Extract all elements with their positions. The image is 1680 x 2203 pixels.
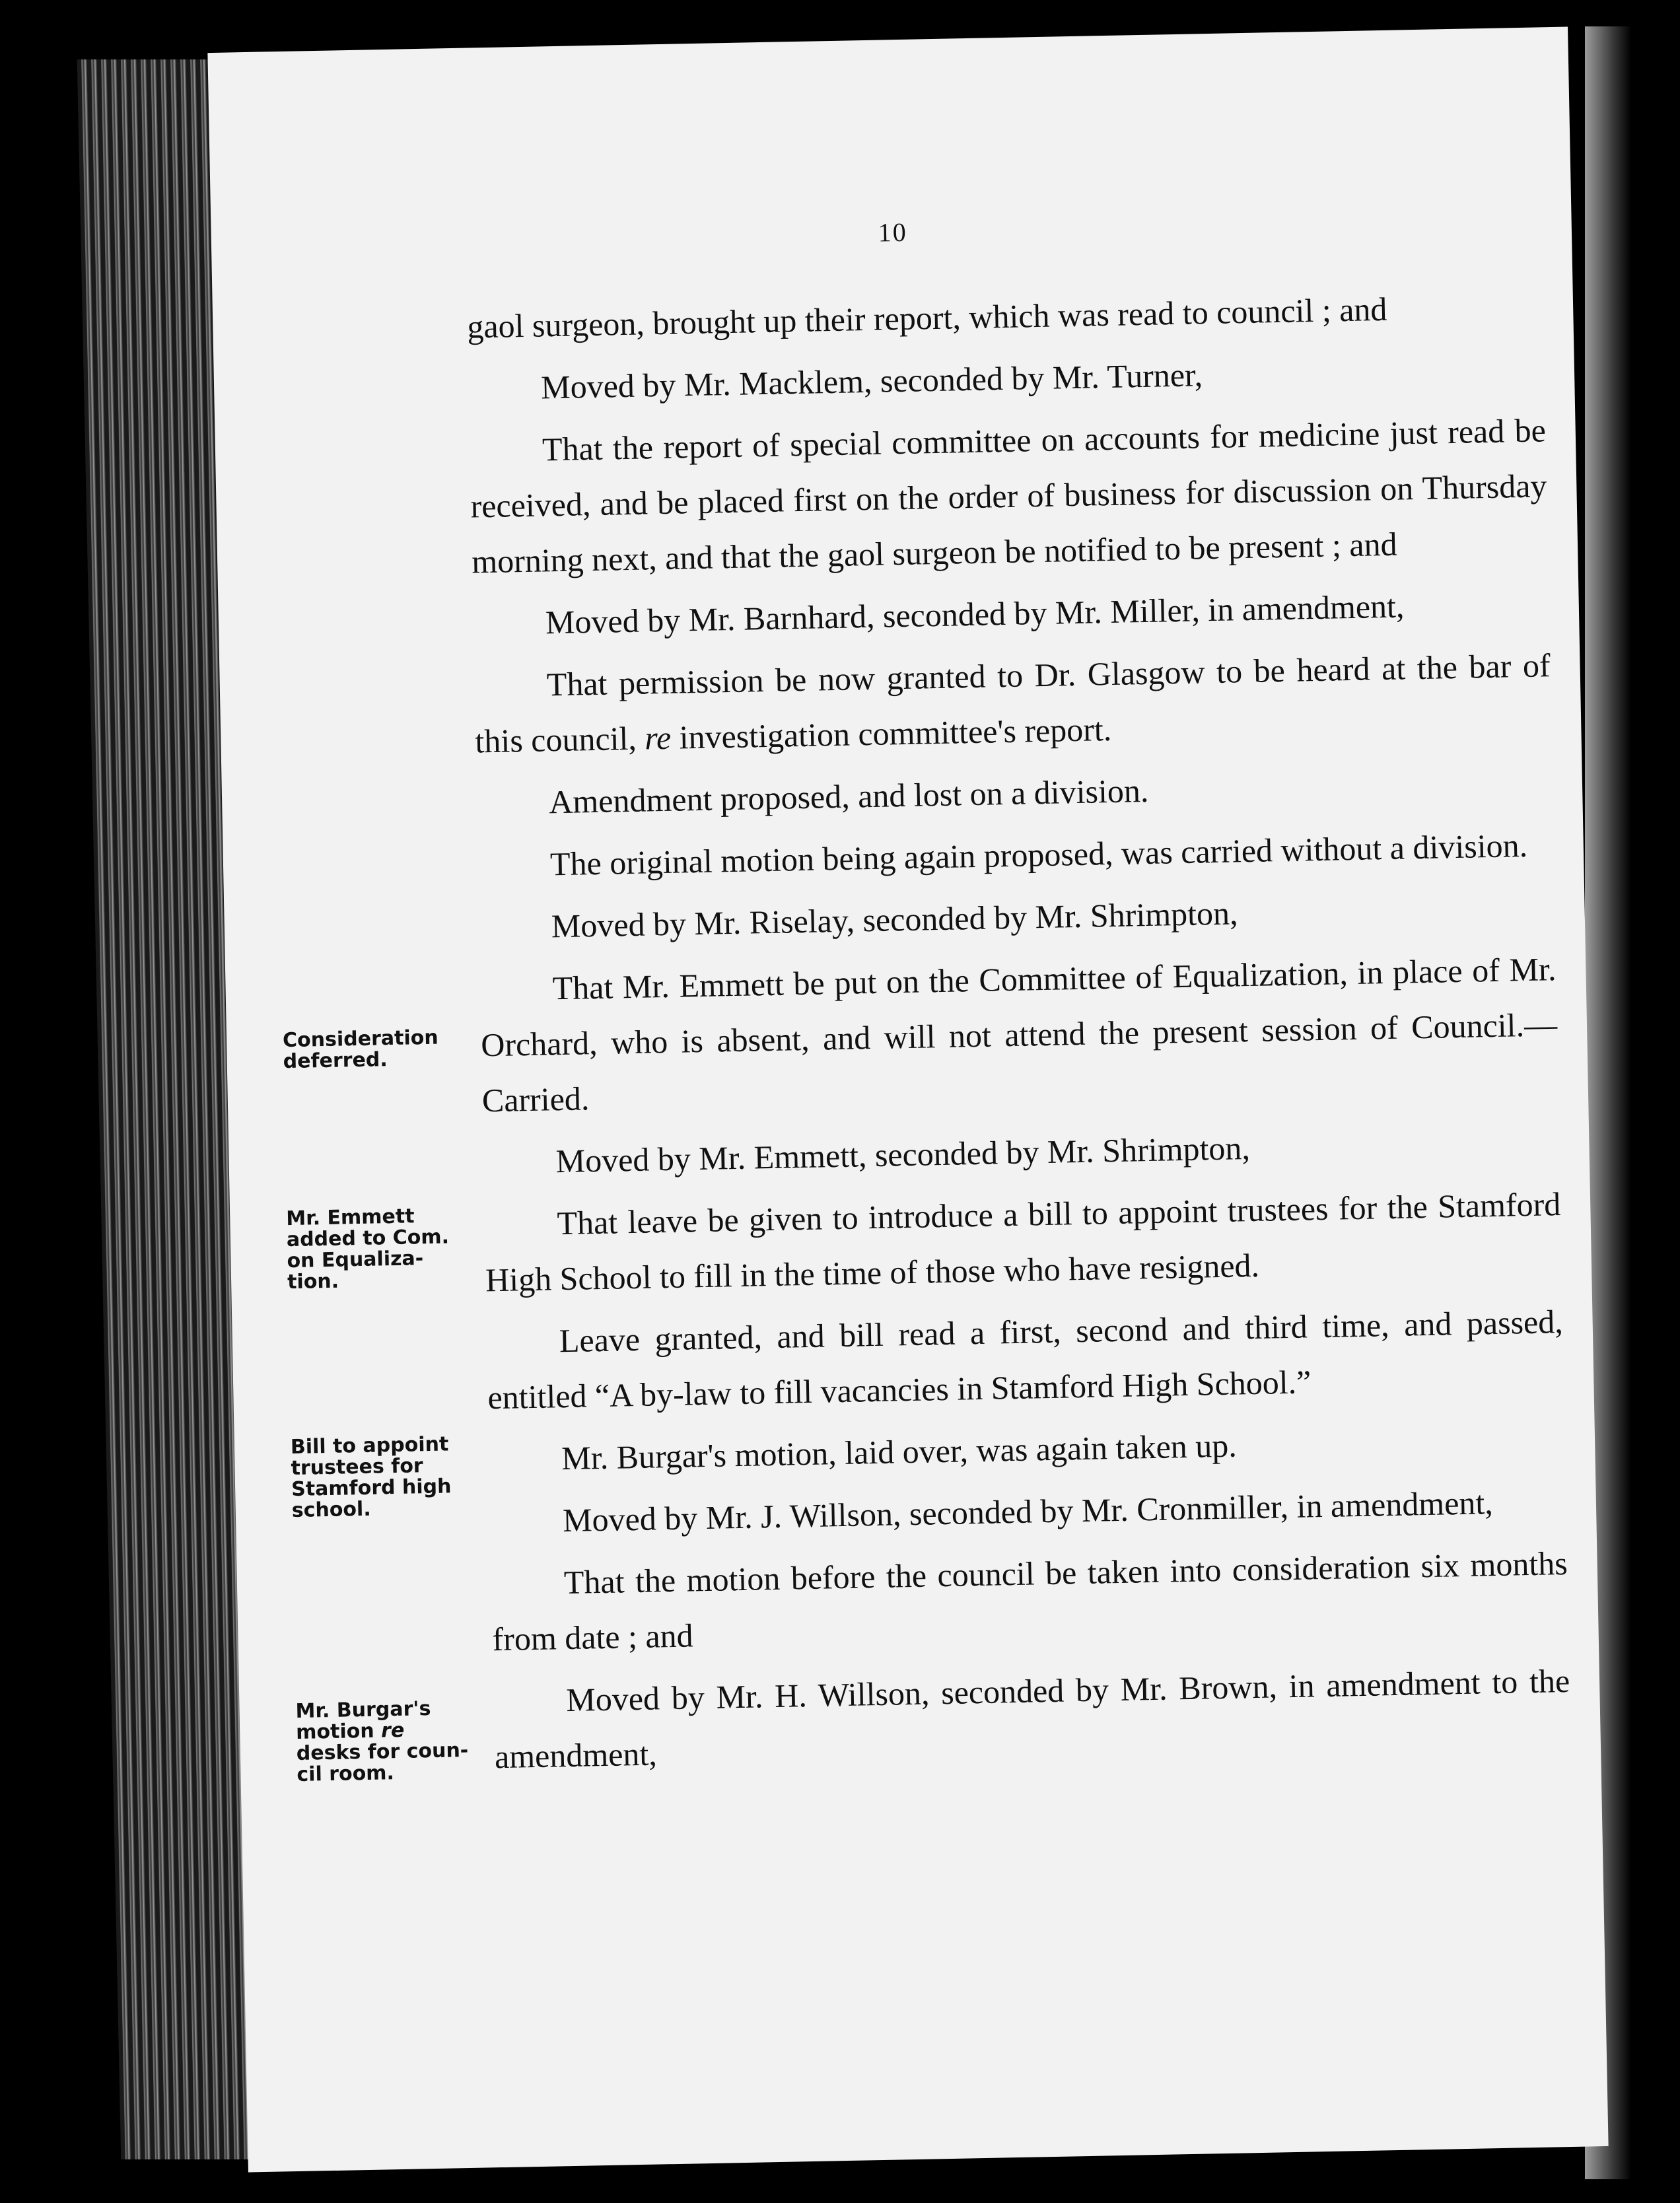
margin-note-line: Bill to appoint xyxy=(290,1432,449,1459)
margin-note-line: deferred. xyxy=(283,1048,388,1074)
paragraph-six-months: That the motion before the council be taken into consideration six months from date ; and xyxy=(492,1544,1568,1658)
paragraph-burgar-motion: Mr. Burgar's motion, laid over, was again taken up. xyxy=(561,1426,1238,1477)
margin-note-line: Stamford high xyxy=(291,1475,452,1502)
paragraph-leave-bill-trustees: That leave be given to introduce a bill to appoint trustees for the Stamford High School to fill in the time of those who have resigned. xyxy=(485,1185,1561,1299)
paragraph-gaol-surgeon: gaol surgeon, brought up their report, which was read to council ; and xyxy=(466,290,1387,345)
paragraph-amendment-lost: Amendment proposed, and lost on a division. xyxy=(548,771,1149,821)
margin-note-line: Mr. Emmett xyxy=(285,1205,415,1231)
glasgow-italic-re: re xyxy=(644,718,672,757)
margin-note-line: cil room. xyxy=(297,1761,395,1786)
margin-note-text: motion xyxy=(295,1719,382,1744)
paragraph-leave-granted-bylaw: Leave granted, and bill read a first, second and third time, and passed, entitled “A by-law to fill vacancies in Stamford High School.” xyxy=(487,1303,1564,1416)
margin-note-line: tion. xyxy=(287,1269,339,1294)
margin-note-italic-re: re xyxy=(380,1718,405,1743)
margin-note-emmett-added xyxy=(286,1205,479,1294)
page-number: 10 xyxy=(878,217,908,248)
margin-note-line: Consideration xyxy=(282,1026,438,1053)
paragraph-moved-emmett: Moved by Mr. Emmett, seconded by Mr. Shrimpton, xyxy=(555,1129,1251,1180)
margin-note-line: desks for coun- xyxy=(296,1738,469,1765)
paragraph-moved-riselay: Moved by Mr. Riselay, seconded by Mr. Shrimpton, xyxy=(551,894,1238,945)
glasgow-text-end: investigation committee's report. xyxy=(670,710,1112,756)
paragraph-moved-j-willson: Moved by Mr. J. Willson, seconded by Mr. Cronmiller, in amendment, xyxy=(562,1484,1494,1539)
book-page xyxy=(207,27,1608,2173)
paragraph-moved-macklem: Moved by Mr. Macklem, seconded by Mr. Turner, xyxy=(540,356,1203,406)
margin-note-consideration-deferred xyxy=(283,1027,475,1073)
paragraph-emmett-equalization: That Mr. Emmett be put on the Committee of Equalization, in place of Mr. Orchard, who is absent, and will not attend the present session of Council.—Carried. xyxy=(480,950,1558,1119)
margin-note-line: added to Com. xyxy=(286,1225,450,1252)
paragraph-report-special-committee: That the report of special committee on accounts for medicine just read be received, and be placed first on the order of business for discussion on Thursday morning next, and that the gaol surgeon be notified to be present ; and xyxy=(470,411,1547,580)
margin-note-line: trustees for xyxy=(291,1454,424,1481)
paragraph-permission-glasgow xyxy=(473,637,1552,769)
paragraph-moved-barnhard: Moved by Mr. Barnhard, seconded by Mr. Miller, in amendment, xyxy=(545,587,1405,641)
page-body xyxy=(467,278,1572,1791)
margin-note-line: on Equaliza- xyxy=(287,1247,424,1273)
margin-note-bill-trustees xyxy=(291,1433,483,1521)
margin-note-line: Mr. Burgar's xyxy=(295,1697,431,1723)
paragraph-moved-h-willson: Moved by Mr. H. Willson, seconded by Mr. Brown, in amendment to the amendment, xyxy=(494,1661,1570,1776)
margin-note-line: school. xyxy=(291,1497,371,1523)
glasgow-text-start: That permission be now granted to Dr. Glasgow to be heard at the bar of this council, xyxy=(474,647,1551,760)
margin-note-burgar-motion xyxy=(295,1697,488,1786)
paragraph-original-motion-carried: The original motion being again proposed, was carried without a division. xyxy=(549,826,1528,883)
